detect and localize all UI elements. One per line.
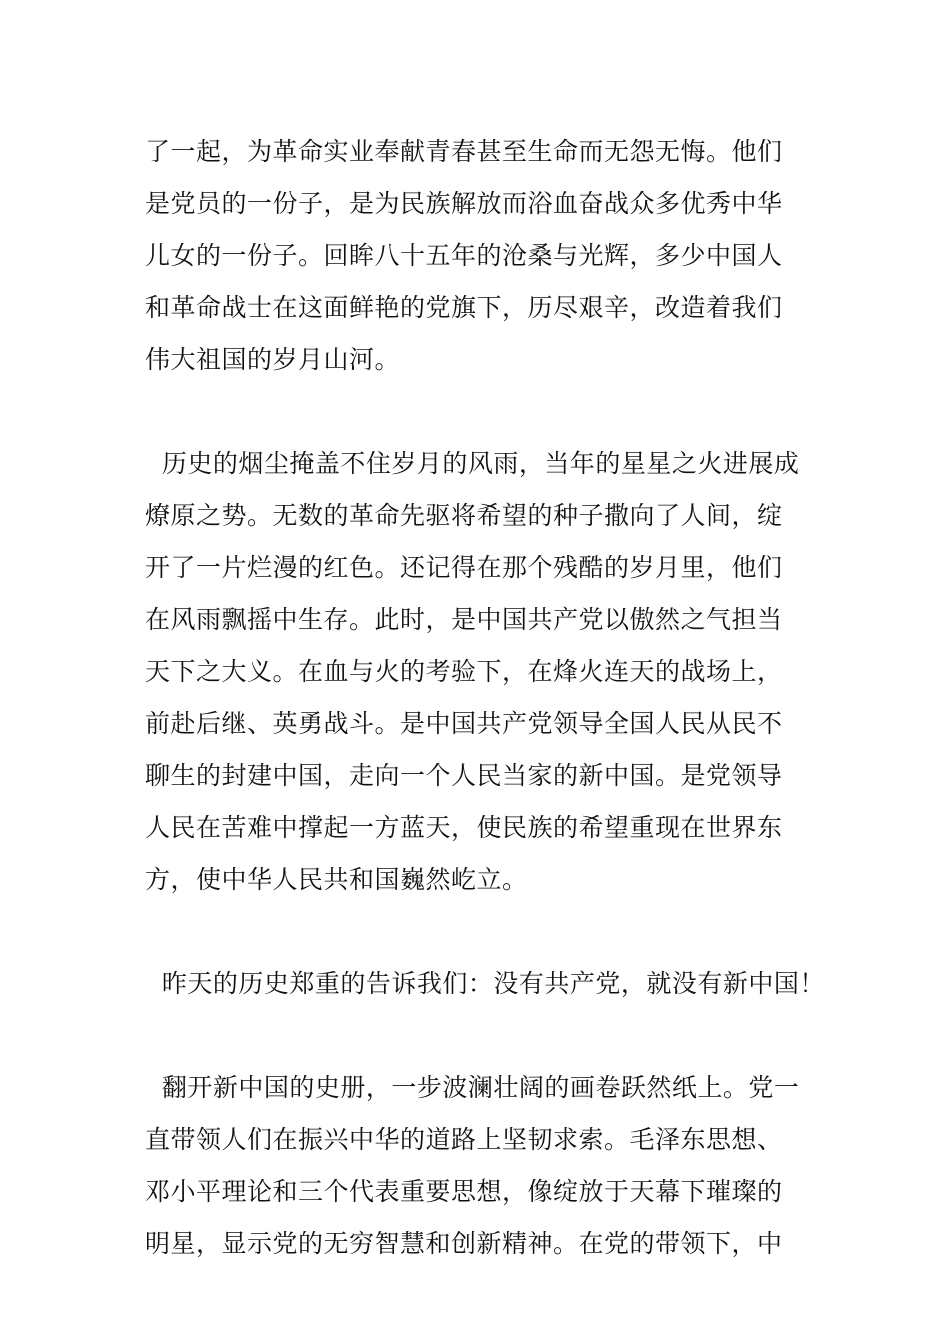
text-line: 聊生的封建中国，走向一个人民当家的新中国。是党领导 — [145, 761, 783, 790]
text-line: 前赴后继、英勇战斗。是中国共产党领导全国人民从民不 — [145, 709, 783, 738]
text-line: 历史的烟尘掩盖不住岁月的风雨，当年的星星之火进展成 — [145, 449, 800, 478]
text-line: 天下之大义。在血与火的考验下，在烽火连天的战场上， — [145, 657, 783, 686]
paragraph-gap — [145, 906, 815, 958]
text-line: 在风雨飘摇中生存。此时，是中国共产党以傲然之气担当 — [145, 605, 783, 634]
text-line: 和革命战士在这面鲜艳的党旗下，历尽艰辛，改造着我们 — [145, 293, 783, 322]
text-line: 方，使中华人民共和国巍然屹立。 — [145, 865, 528, 894]
text-line: 人民在苦难中撑起一方蓝天，使民族的希望重现在世界东 — [145, 813, 783, 842]
paragraph-1 — [145, 126, 815, 386]
paragraph-3 — [145, 958, 825, 1010]
text-line: 邓小平理论和三个代表重要思想，像绽放于天幕下璀璨的 — [145, 1177, 783, 1206]
text-line: 昨天的历史郑重的告诉我们：没有共产党，就没有新中国！ — [145, 969, 825, 998]
text-line: 翻开新中国的史册，一步波澜壮阔的画卷跃然纸上。党一 — [145, 1073, 800, 1102]
text-line: 直带领人们在振兴中华的道路上坚韧求索。毛泽东思想、 — [145, 1125, 783, 1154]
paragraph-4 — [145, 1062, 815, 1270]
text-line: 开了一片烂漫的红色。还记得在那个残酷的岁月里，他们 — [145, 553, 783, 582]
text-line: 儿女的一份子。回眸八十五年的沧桑与光辉，多少中国人 — [145, 241, 783, 270]
document-page — [145, 126, 825, 1270]
paragraph-gap — [145, 386, 815, 438]
paragraph-gap — [145, 1010, 815, 1062]
text-line: 是党员的一份子，是为民族解放而浴血奋战众多优秀中华 — [145, 189, 783, 218]
text-line: 了一起，为革命实业奉献青春甚至生命而无怨无悔。他们 — [145, 137, 783, 166]
paragraph-2 — [145, 438, 815, 906]
text-line: 明星，显示党的无穷智慧和创新精神。在党的带领下，中 — [145, 1229, 783, 1258]
text-line: 伟大祖国的岁月山河。 — [145, 345, 401, 374]
text-line: 燎原之势。无数的革命先驱将希望的种子撒向了人间，绽 — [145, 501, 783, 530]
